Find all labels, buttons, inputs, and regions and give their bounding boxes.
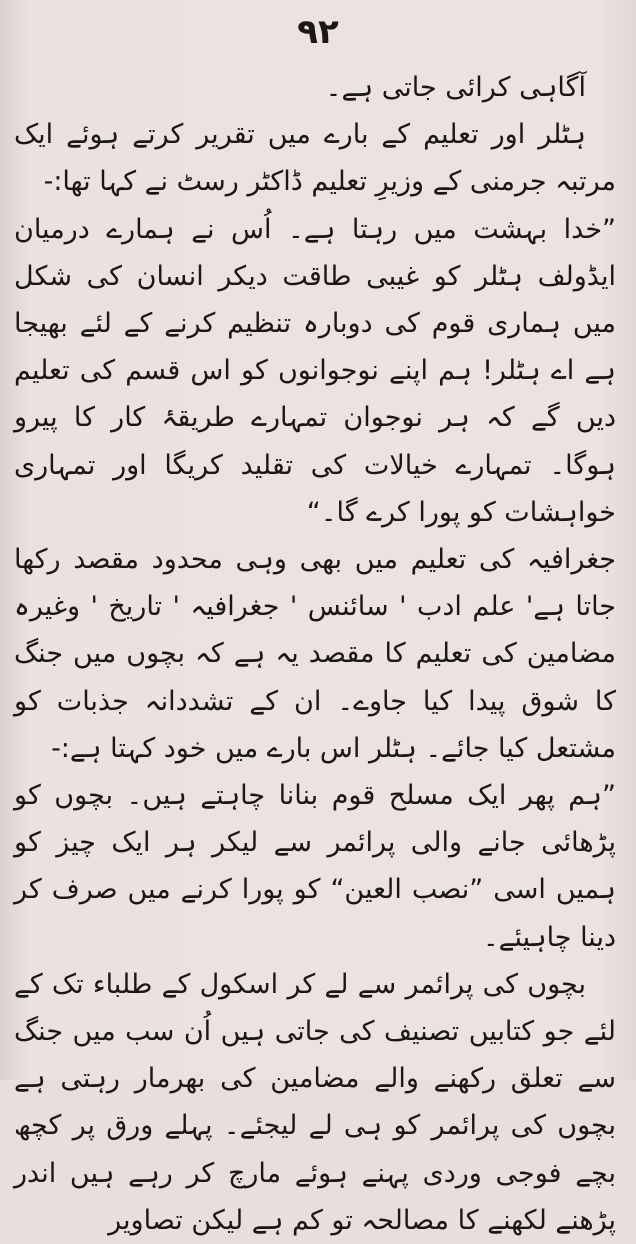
page-number: ۹۲	[297, 12, 339, 52]
quote-dr-rust: ”خدا بہشت میں رہتا ہے۔ اُس نے ہمارے درمیان ایڈولف ہٹلر کو غیبی طاقت دیکر انسان کی شکل میں ہماری قوم کی دوبارہ تنظیم کرنے کے لئے بھیجا ہے اے ہٹلر! ہم اپنے نوجوانوں کو اس قسم کی تعلیم دیں گے کہ ہر نوجوان تمہارے طریقۂ کار کا پیرو ہوگا۔ تمہارے خیالات کی تقلید کریگا اور تمہاری خواہشات کو پورا کرے گا۔“	[14, 213, 616, 528]
paragraph-1: آگاہی کرائی جاتی ہے۔	[325, 72, 586, 103]
paragraph-primers: بچوں کی پرائمر سے لے کر اسکول کے طلباء تک کے لئے جو کتابیں تصنیف کی جاتی ہیں اُن سب میں جنگ سے تعلق رکھنے والے مضامین کی بھرمار رہتی ہے بچوں کی پرائمر کو ہی لے لیجئے۔ پہلے ورق پر کچھ بچے فوجی وردی پہنے ہوئے مارچ کر رہے ہیں اندر پڑھنے لکھنے کا مصالحہ تو کم ہے لیکن تصاویر	[14, 968, 616, 1236]
quote-hitler: ”ہم پھر ایک مسلح قوم بنانا چاہتے ہیں۔ بچوں کو پڑھائی جانے والی پرائمر سے لیکر ہر ایک چیز کو ہمیں اسی ”نصب العین“ کو پورا کرنے میں صرف کر دینا چاہیئے۔	[14, 780, 616, 953]
paragraph-geography: جغرافیہ کی تعلیم میں بھی وہی محدود مقصد رکھا جاتا ہے' علم ادب ' سائنس ' جغرافیہ ' تاریخ ' وغیرہ مضامین کی تعلیم کا مقصد یہ ہے کہ بچوں میں جنگ کا شوق پیدا کیا جاوے۔ ان کے تشددانہ جذبات کو مشتعل کیا جائے۔ ہٹلر اس بارے میں خود کہتا ہے:-	[14, 544, 616, 764]
paragraph-2: ہٹلر اور تعلیم کے بارے میں تقریر کرتے ہوئے ایک مرتبہ جرمنی کے وزیرِ تعلیم ڈاکٹر رسٹ نے کہا تھا:-	[14, 119, 616, 198]
page-text	[14, 64, 616, 1244]
